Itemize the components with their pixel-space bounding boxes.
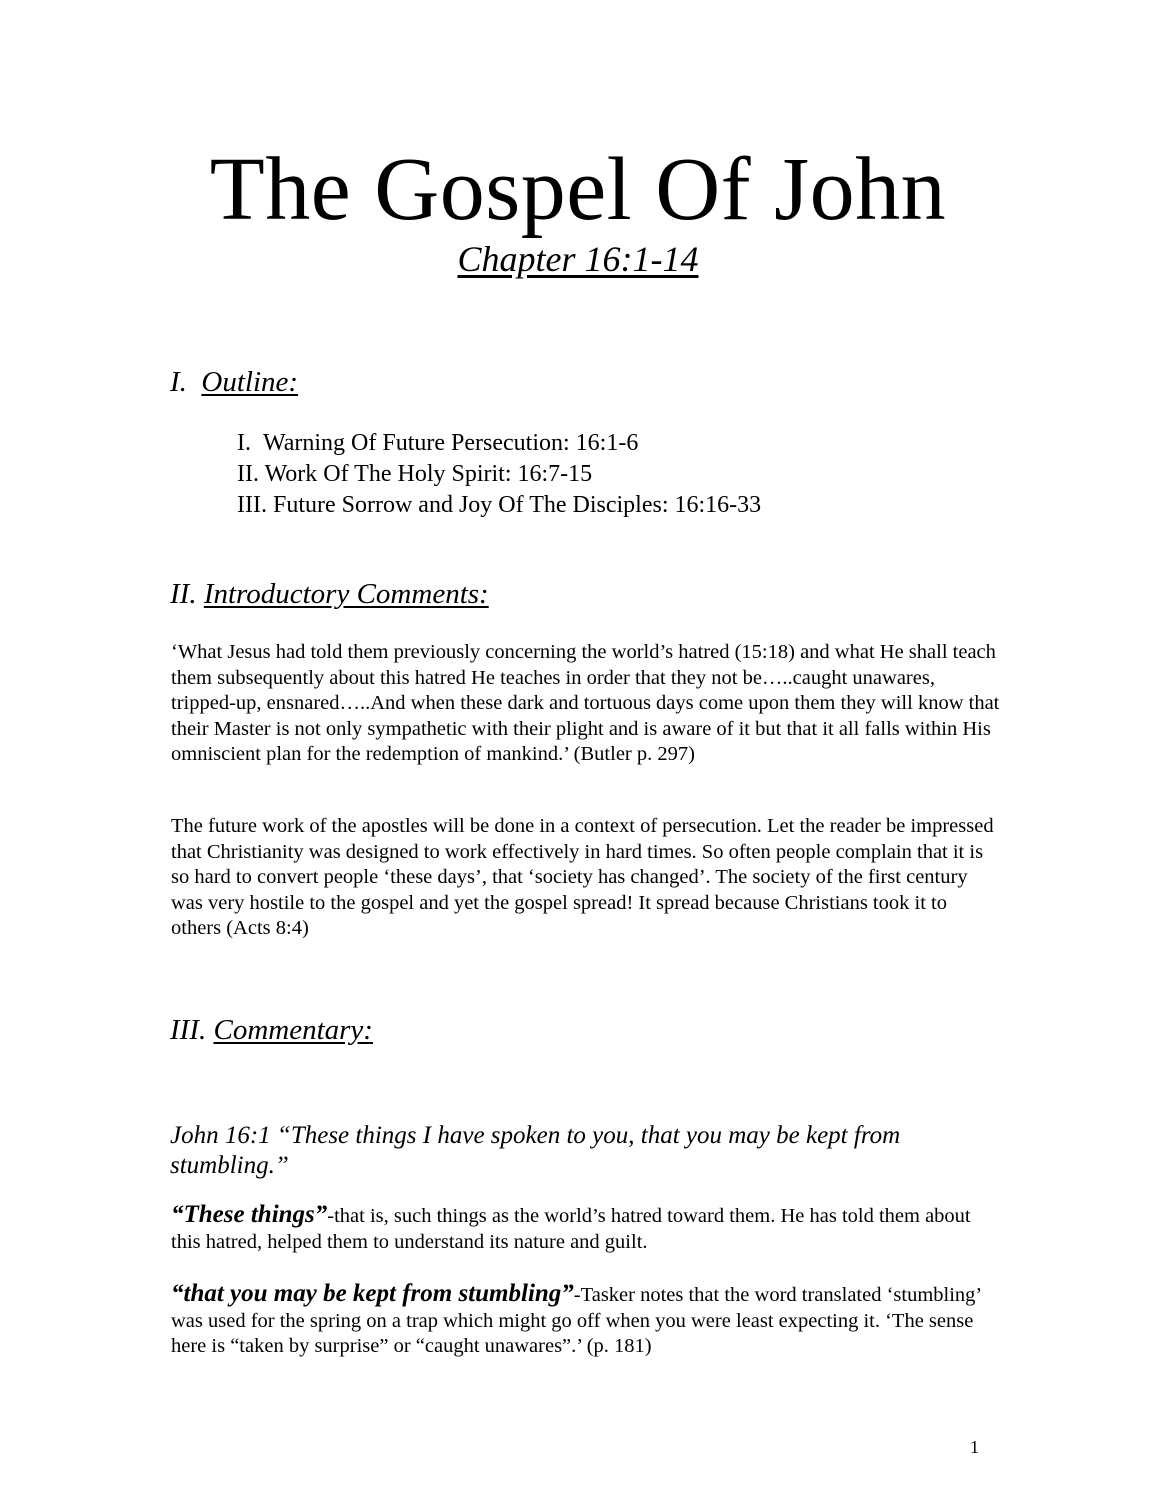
commentary-paragraph xyxy=(171,1202,1001,1255)
intro-paragraph-quote: ‘What Jesus had told them previously concerning the world’s hatred (15:18) and what He shall teach them subsequently about this hatred He teaches in order that they not be…..caught unawares, tripped-up, ensnared…..And when these dark and tortuous days come upon them they will know that their Master is not only sympathetic with their plight and is aware of it but that it all falls within His omniscient plan for the redemption of mankind.’ (Butler p. 297) xyxy=(171,641,1000,766)
outline-item xyxy=(237,490,761,521)
page-number: 1 xyxy=(970,1437,979,1457)
section-numeral: III. xyxy=(170,1014,207,1046)
commentary-lead: “These things” xyxy=(171,1201,328,1228)
commentary-lead: “that you may be kept from stumbling” xyxy=(171,1280,574,1307)
outline-list xyxy=(237,428,761,521)
intro-paragraph-persecution: The future work of the apostles will be done in a context of persecution. Let the reader be impressed that Christianity was designed to work effectively in hard times. So often people complain that it is so hard to convert people ‘these days’, that ‘society has changed’. The society of the first century was very hostile to the gospel and yet the gospel spread! It spread because Christians took it to others (Acts 8:4) xyxy=(171,815,994,940)
commentary-text: -Tasker notes that the word translated ‘stumbling’ was used for the spring on a trap which might go off when you were least expecting it. ‘The sense here is “taken by surprise” or “caught unawares”.’ (p. 181) xyxy=(171,1284,981,1358)
section-heading-commentary xyxy=(170,1012,373,1048)
document-subtitle: Chapter 16:1-14 xyxy=(457,239,699,279)
outline-numeral: I. xyxy=(237,430,251,456)
section-numeral: II. xyxy=(170,578,197,610)
outline-text: Future Sorrow and Joy Of The Disciples: 16:16-33 xyxy=(272,492,762,518)
section-numeral: I. xyxy=(170,366,187,398)
document-title: The Gospel Of John xyxy=(209,140,947,239)
outline-numeral: II. xyxy=(237,461,259,487)
outline-item xyxy=(237,428,761,459)
commentary-text: -that is, such things as the world’s hatred toward them. He has told them about this hatred, helped them to understand its nature and guilt. xyxy=(171,1205,971,1253)
outline-text: Work Of The Holy Spirit: 16:7-15 xyxy=(264,461,593,487)
outline-text: Warning Of Future Persecution: 16:1-6 xyxy=(263,430,639,456)
section-label: Introductory Comments: xyxy=(203,578,489,610)
section-label: Outline: xyxy=(201,366,299,398)
verse-heading: John 16:1 “These things I have spoken to you, that you may be kept from stumbling.” xyxy=(170,1122,901,1179)
section-heading-introductory-comments xyxy=(170,576,489,612)
outline-numeral: III. xyxy=(237,492,267,518)
section-label: Commentary: xyxy=(213,1014,373,1046)
section-heading-outline xyxy=(170,364,298,400)
commentary-paragraph xyxy=(171,1281,1001,1360)
outline-item xyxy=(237,459,761,490)
